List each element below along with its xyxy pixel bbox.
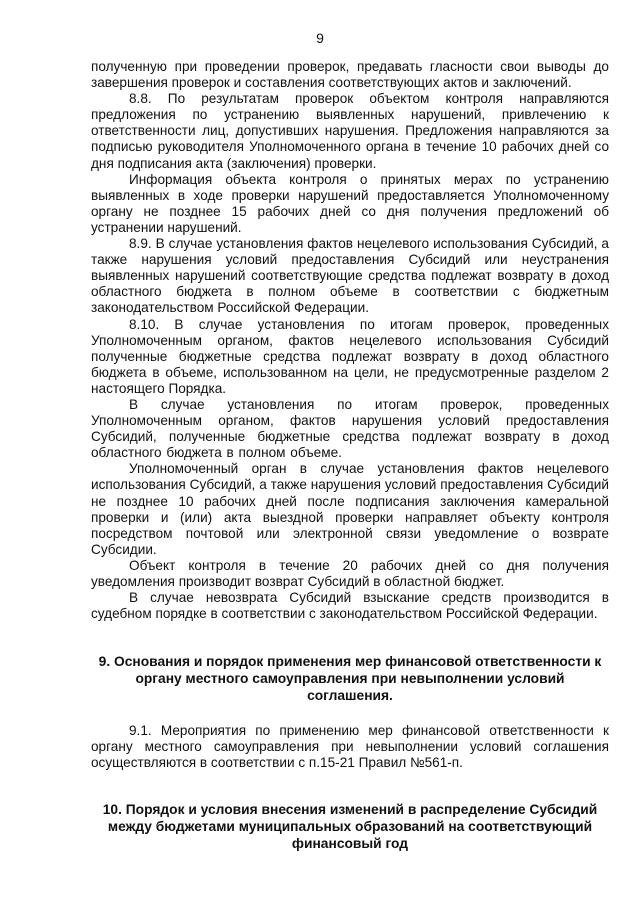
paragraph-8-9: 8.9. В случае установления фактов нецелевого использования Субсидий, а также нарушения условий предоставления Субсидий или неустранения выявленных нарушений соответствующие средства подлежат возврату в доход областного бюджета в полном объеме в соответствии с бюджетным законодательством Российской Федерации.: [91, 236, 609, 316]
paragraph-9-1: 9.1. Мероприятия по применению мер финансовой ответственности к органу местного самоуправления при невыполнении условий соглашения осуществляются в соответствии с п.15-21 Правил №561-п.: [91, 723, 609, 771]
paragraph-8-10-violation: В случае установления по итогам проверок, проведенных Уполномоченным органом, фактов нарушения условий предоставления Субсидий, полученные бюджетные средства подлежат возврату в доход областного бюджета в полном объеме.: [91, 396, 609, 461]
paragraph-continuation: полученную при проведении проверок, предавать гласности свои выводы до завершения проверок и составления соответствующих актов и заключений.: [91, 59, 609, 91]
page-number: 9: [316, 30, 324, 46]
paragraph-8-10: 8.10. В случае установления по итогам проверок, проведенных Уполномоченным органом, фактов нецелевого использования Субсидий полученные бюджетные средства подлежат возврату в доход областного бюджета в объеме, использованном на цели, не предусмотренные разделом 2 настоящего Порядка.: [91, 316, 609, 396]
section-10-heading: 10. Порядок и условия внесения изменений в распределение Субсидий между бюджетами муниципальных образований на соответствующий финансовый год: [102, 801, 598, 851]
paragraph-court-recovery: В случае невозврата Субсидий взыскание средств производится в судебном порядке в соответствии с законодательством Российской Федерации.: [91, 590, 609, 622]
section-9-heading: 9. Основания и порядок применения мер финансовой ответственности к органу местного самоуправления при невыполнении условий соглашения.: [98, 654, 602, 704]
paragraph-notification: Уполномоченный орган в случае установления фактов нецелевого использования Субсидий, а также нарушения условий предоставления Субсидий не позднее 10 рабочих дней после подписания заключения камеральной проверки и (или) акта выездной проверки направляет объекту контроля посредством почтовой или электронной связи уведомление о возврате Субсидии.: [91, 461, 609, 557]
paragraph-refund-term: Объект контроля в течение 20 рабочих дней со дня получения уведомления производит возврат Субсидий в областной бюджет.: [91, 557, 609, 589]
document-body: [91, 59, 609, 852]
paragraph-8-8: 8.8. По результатам проверок объектом контроля направляются предложения по устранению выявленных нарушений, привлечению к ответственности лиц, допустивших нарушения. Предложения направляются за подписью руководителя Уполномоченного органа в течение 10 рабочих дней со дня подписания акта (заключения) проверки.: [91, 91, 609, 171]
paragraph-8-8-info: Информация объекта контроля о принятых мерах по устранению выявленных в ходе проверки нарушений предоставляется Уполномоченному органу не позднее 15 рабочих дней со дня получения предложений об устранении нарушений.: [91, 171, 609, 235]
